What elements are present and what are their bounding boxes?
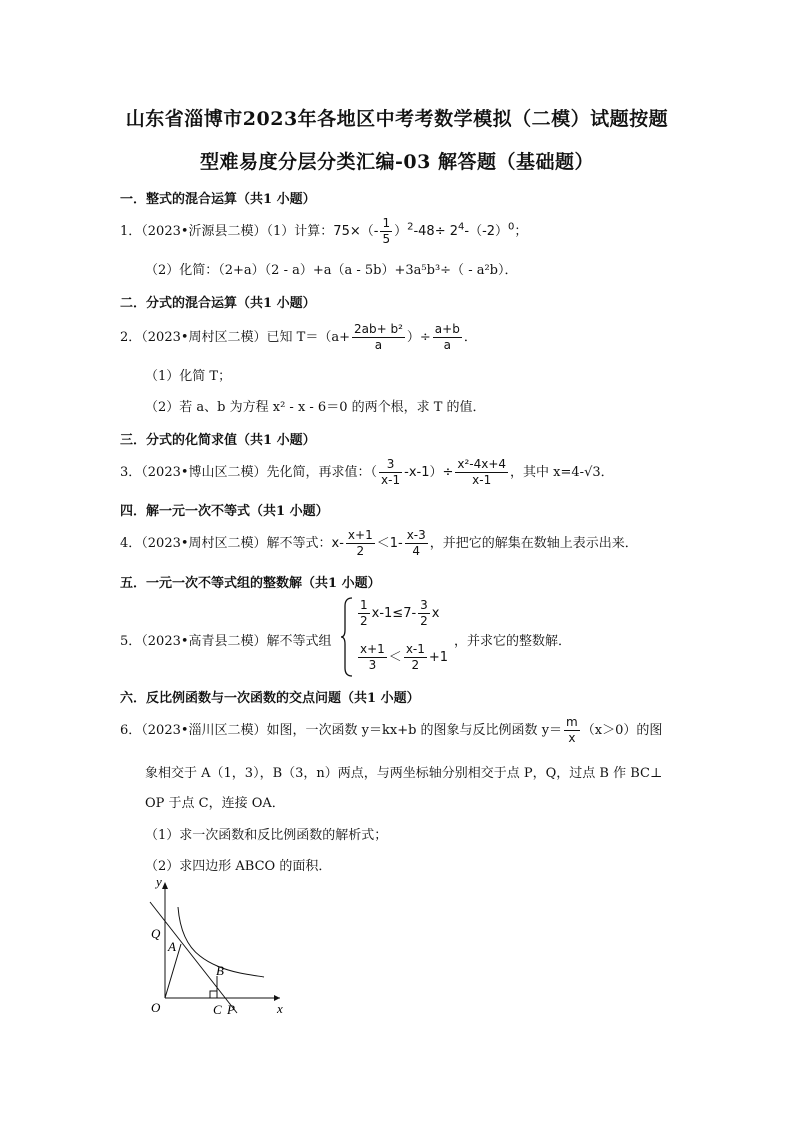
- label-Q: Q: [151, 926, 161, 941]
- question-3-line: [120, 457, 614, 488]
- q4-fraction-1: [346, 528, 375, 559]
- q5-r2-f-num: x+1: [360, 642, 385, 656]
- q5-r2-mid: ＜: [388, 650, 402, 665]
- q5-r1-mid: x-1≤7-: [371, 606, 417, 621]
- question-2-sub-2: （2）若 a、b 为方程 x² - x - 6＝0 的两个根，求 T 的值．: [145, 400, 486, 415]
- label-y: y: [156, 874, 162, 889]
- q6-line-1-b: （x＞0）的图: [581, 723, 663, 738]
- q2-fraction-1-num: 2ab+ b²: [353, 322, 403, 336]
- question-4-line: [120, 528, 638, 559]
- label-C: C: [213, 1002, 222, 1017]
- q5-r2-g-den: 2: [411, 658, 420, 672]
- label-O: O: [151, 1000, 161, 1015]
- q4-fraction-1-num: x+1: [347, 528, 373, 542]
- q6-fraction-den: x: [568, 731, 576, 745]
- question-1-line-1: [120, 216, 527, 247]
- q1-expr-c: -48÷ 2: [413, 224, 458, 239]
- label-A: A: [168, 939, 176, 954]
- q2-end: ．: [463, 330, 477, 345]
- q4-end: ，并把它的解集在数轴上表示出来．: [429, 536, 638, 551]
- q5-row-2-fraction-1: [358, 642, 387, 673]
- q6-figure: [130, 872, 300, 1020]
- q2-fraction-1-den: a: [374, 338, 383, 352]
- label-B: B: [216, 963, 224, 978]
- q3-fraction-1-num: 3: [379, 457, 402, 473]
- question-6-line-1: [120, 715, 662, 746]
- q2-mid: ）÷: [406, 330, 431, 345]
- y-axis-arrow: [162, 882, 168, 889]
- q5-row-1-fraction-2: [418, 598, 430, 629]
- q1-exp-2: 2: [407, 221, 414, 233]
- q5-row-1: [356, 598, 440, 629]
- q1-fraction-num: 1: [382, 216, 391, 230]
- q5-r1-g-num: 3: [420, 598, 428, 612]
- section-heading-1: 一．整式的混合运算（共1 小题）: [120, 192, 316, 207]
- question-6-line-2: 象相交于 A（1，3），B（3，n）两点，与两坐标轴分别相交于点 P，Q，过点 B 作 BC⊥: [145, 766, 663, 781]
- q1-end: ；: [514, 224, 528, 239]
- section-heading-5: 五．一元一次不等式组的整数解（共1 小题）: [120, 576, 381, 591]
- q2-fraction-2-num: a+b: [434, 322, 460, 336]
- question-6-sub-2: （2）求四边形 ABCO 的面积．: [145, 859, 332, 874]
- question-2-prefix: 2．（2023•周村区二模）已知: [120, 330, 297, 345]
- question-1-line-2: （2）化简：（2+a）（2 - a）+a（a - 5b）+3a⁵b³÷（ - a²b）．: [145, 263, 518, 278]
- q1-fraction-den: 5: [382, 232, 391, 246]
- q6-fraction-num: m: [566, 715, 578, 729]
- q4-fraction-2-num: x-3: [406, 528, 426, 542]
- q3-fraction-2: [455, 457, 508, 488]
- q5-r1-end: x: [431, 606, 440, 621]
- section-heading-6: 六．反比例函数与一次函数的交点问题（共1 小题）: [120, 691, 420, 706]
- q5-r1-f-den: 2: [360, 614, 368, 628]
- q4-fraction-1-den: 2: [356, 544, 365, 558]
- question-3-prefix: 3．（2023•博山区二模）先化简，再求值：: [120, 465, 371, 480]
- q3-fraction-2-den: x-1: [472, 473, 492, 487]
- q2-fraction-2: [433, 322, 462, 353]
- question-2-sub-1: （1）化简 T；: [145, 369, 232, 384]
- label-x: x: [277, 1001, 283, 1016]
- question-2-line-1: [120, 322, 477, 353]
- q1-fraction: [380, 216, 392, 247]
- q1-expr-a: 75×（-: [333, 224, 379, 239]
- q5-row-2: [356, 642, 448, 673]
- right-angle-mark: [210, 991, 217, 998]
- q1-exp-4: 4: [458, 221, 465, 233]
- linear-function-line: [150, 902, 237, 1013]
- label-P: P: [227, 1002, 235, 1017]
- q3-open: （: [370, 465, 378, 480]
- q3-fraction-2-num: x²-4x+4: [457, 457, 507, 471]
- document-title-line-1: 山东省淄博市2023年各地区中考考数学模拟（二模）试题按题: [125, 108, 669, 130]
- document-title-line-2: 型难易度分层分类汇编-03 解答题（基础题）: [200, 151, 594, 173]
- question-6-line-3: OP 于点 C，连接 OA．: [145, 796, 285, 811]
- question-5-prefix: 5．（2023•高青县二模）解不等式组: [120, 634, 332, 649]
- q4-fraction-2-den: 4: [412, 544, 421, 558]
- q5-brace: [340, 596, 354, 678]
- q5-r1-f-num: 1: [360, 598, 368, 612]
- q3-end: ，其中 x=4-√3．: [510, 465, 614, 480]
- q4-fraction-2: [405, 528, 428, 559]
- q1-exp-0: 0: [508, 221, 515, 233]
- q5-r2-f-den: 3: [368, 658, 377, 672]
- q5-r1-g-den: 2: [420, 614, 428, 628]
- q3-fraction-1-den: x-1: [381, 473, 401, 487]
- q5-r2-end: +1: [428, 650, 449, 665]
- q6-fraction: [564, 715, 580, 746]
- q2-fraction-2-den: a: [443, 338, 451, 352]
- q1-expr-d: -（-2）: [464, 224, 509, 239]
- q4-x: x-: [331, 536, 344, 551]
- q6-line-1-a: 6．（2023•淄川区二模）如图，一次函数 y＝kx+b 的图象与反比例函数 y＝: [120, 723, 563, 738]
- section-heading-2: 二．分式的混合运算（共1 小题）: [120, 296, 316, 311]
- q3-fraction-1: [379, 457, 402, 488]
- question-4-prefix: 4．（2023•周村区二模）解不等式：: [120, 536, 332, 551]
- section-heading-3: 三．分式的化简求值（共1 小题）: [120, 433, 316, 448]
- q5-r2-g-num: x-1: [405, 642, 425, 656]
- question-6-sub-1: （1）求一次函数和反比例函数的解析式；: [145, 828, 388, 843]
- q5-row-1-fraction-1: [358, 598, 370, 629]
- q2-fraction-1: [352, 322, 405, 353]
- q2-t-eq: T＝（a+: [296, 330, 350, 345]
- q4-lt: ＜1-: [376, 536, 403, 551]
- q1-expr-b: ）: [394, 224, 408, 239]
- q5-row-2-fraction-2: [404, 642, 427, 673]
- q3-mid: -x-1）÷: [404, 465, 454, 480]
- q5-end: ，并求它的整数解．: [454, 634, 572, 649]
- section-heading-4: 四．解一元一次不等式（共1 小题）: [120, 504, 329, 519]
- question-1-prefix: 1．（2023•沂源县二模）（1）计算：: [120, 224, 334, 239]
